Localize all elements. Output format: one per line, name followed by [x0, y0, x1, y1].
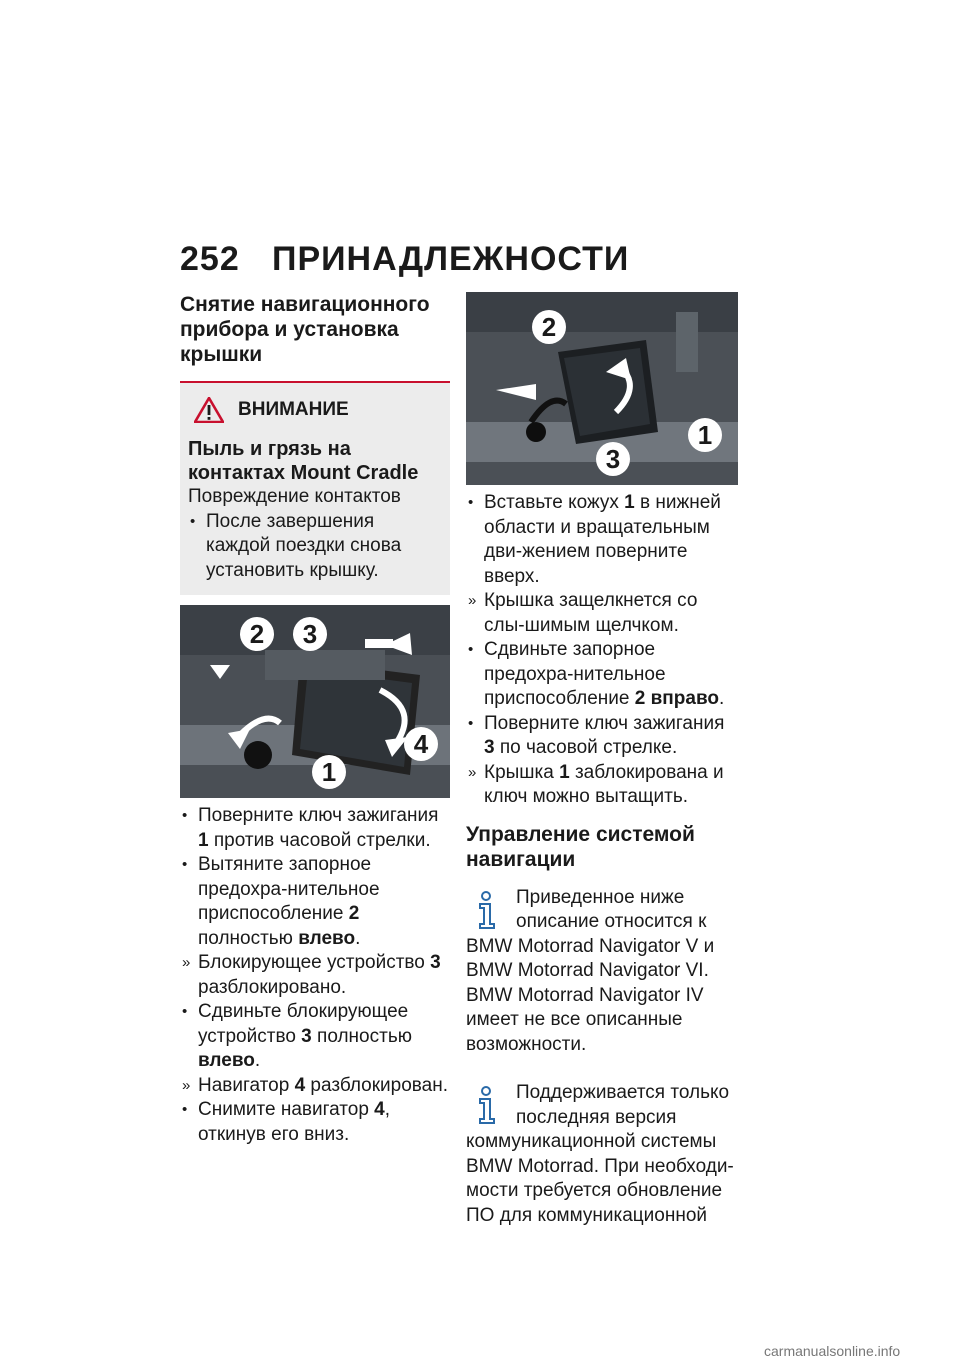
section-title-navigation: Управление системой навигации: [466, 822, 695, 871]
callout-3: 3: [596, 442, 630, 476]
step-item: • Снимите навигатор 4, откинув его вниз.: [182, 1099, 391, 1145]
callout-1: 1: [312, 755, 346, 789]
section-title-remove: Снятие навигационного прибора и установка крышки: [180, 293, 430, 366]
warning-header: [188, 397, 442, 423]
step-item: • Поверните ключ зажигания 1 против часовой стрелки.: [182, 805, 439, 851]
footer-watermark: carmanualsonline.info: [764, 1343, 901, 1359]
warning-desc: Повреждение контактов: [188, 486, 401, 507]
step-item: • Сдвиньте запорное предохра-нительное приспособление 2 вправо.: [468, 639, 725, 709]
callout-4: 4: [404, 727, 438, 761]
info-note: Приведенное ниже описание относится к BMW Motorrad Navigator V и BMW Motorrad Navigator VI. BMW Motorrad Navigator IV имеет не все описанные возможности.: [466, 886, 715, 1055]
step-item: • Сдвиньте блокирующее устройство 3 полностью влево.: [182, 1001, 412, 1071]
warning-icon: [194, 397, 224, 423]
step-item: » Крышка защелкнется со слы-шимым щелчком.: [468, 590, 698, 636]
step-item: » Навигатор 4 разблокирован.: [182, 1074, 449, 1096]
warning-box: [180, 381, 450, 595]
page-title: ПРИНАДЛЕЖНОСТИ: [272, 240, 630, 278]
step-item: » Блокирующее устройство 3 разблокировано.: [182, 952, 441, 998]
step-item: » Крышка 1 заблокирована и ключ можно вытащить.: [468, 761, 724, 807]
callout-2: 2: [240, 617, 274, 651]
step-item: • Вставьте кожух 1 в нижней области и вращательным дви-жением поверните вверх.: [468, 492, 721, 587]
step-item: • Вытяните запорное предохра-нительное приспособление 2 полностью влево.: [182, 854, 380, 949]
photo-remove-navigator: [180, 605, 450, 798]
callout-3: 3: [293, 617, 327, 651]
info-icon: [474, 890, 502, 930]
photo-install-cover: [466, 292, 738, 485]
step-item: • Поверните ключ зажигания 3 по часовой стрелке.: [468, 712, 725, 758]
page-number: 252: [180, 240, 240, 278]
left-steps: [180, 804, 452, 1147]
info-icon: [474, 1085, 502, 1125]
callout-2: 2: [532, 310, 566, 344]
callout-1: 1: [688, 418, 722, 452]
right-steps: [466, 491, 738, 810]
warning-label: ВНИМАНИЕ: [238, 399, 349, 420]
warning-bullet: • После завершения каждой поездки снова установить крышку.: [190, 510, 402, 581]
page-header: [180, 240, 629, 279]
info-note: Поддерживается только последняя версия коммуникационной системы BMW Motorrad. При необходи-мости требуется обновление ПО для коммуникационной: [466, 1082, 734, 1226]
warning-heading: Пыль и грязь на контактах Mount Cradle: [188, 438, 419, 484]
left-column: [180, 292, 452, 1147]
right-column: [466, 292, 738, 1228]
